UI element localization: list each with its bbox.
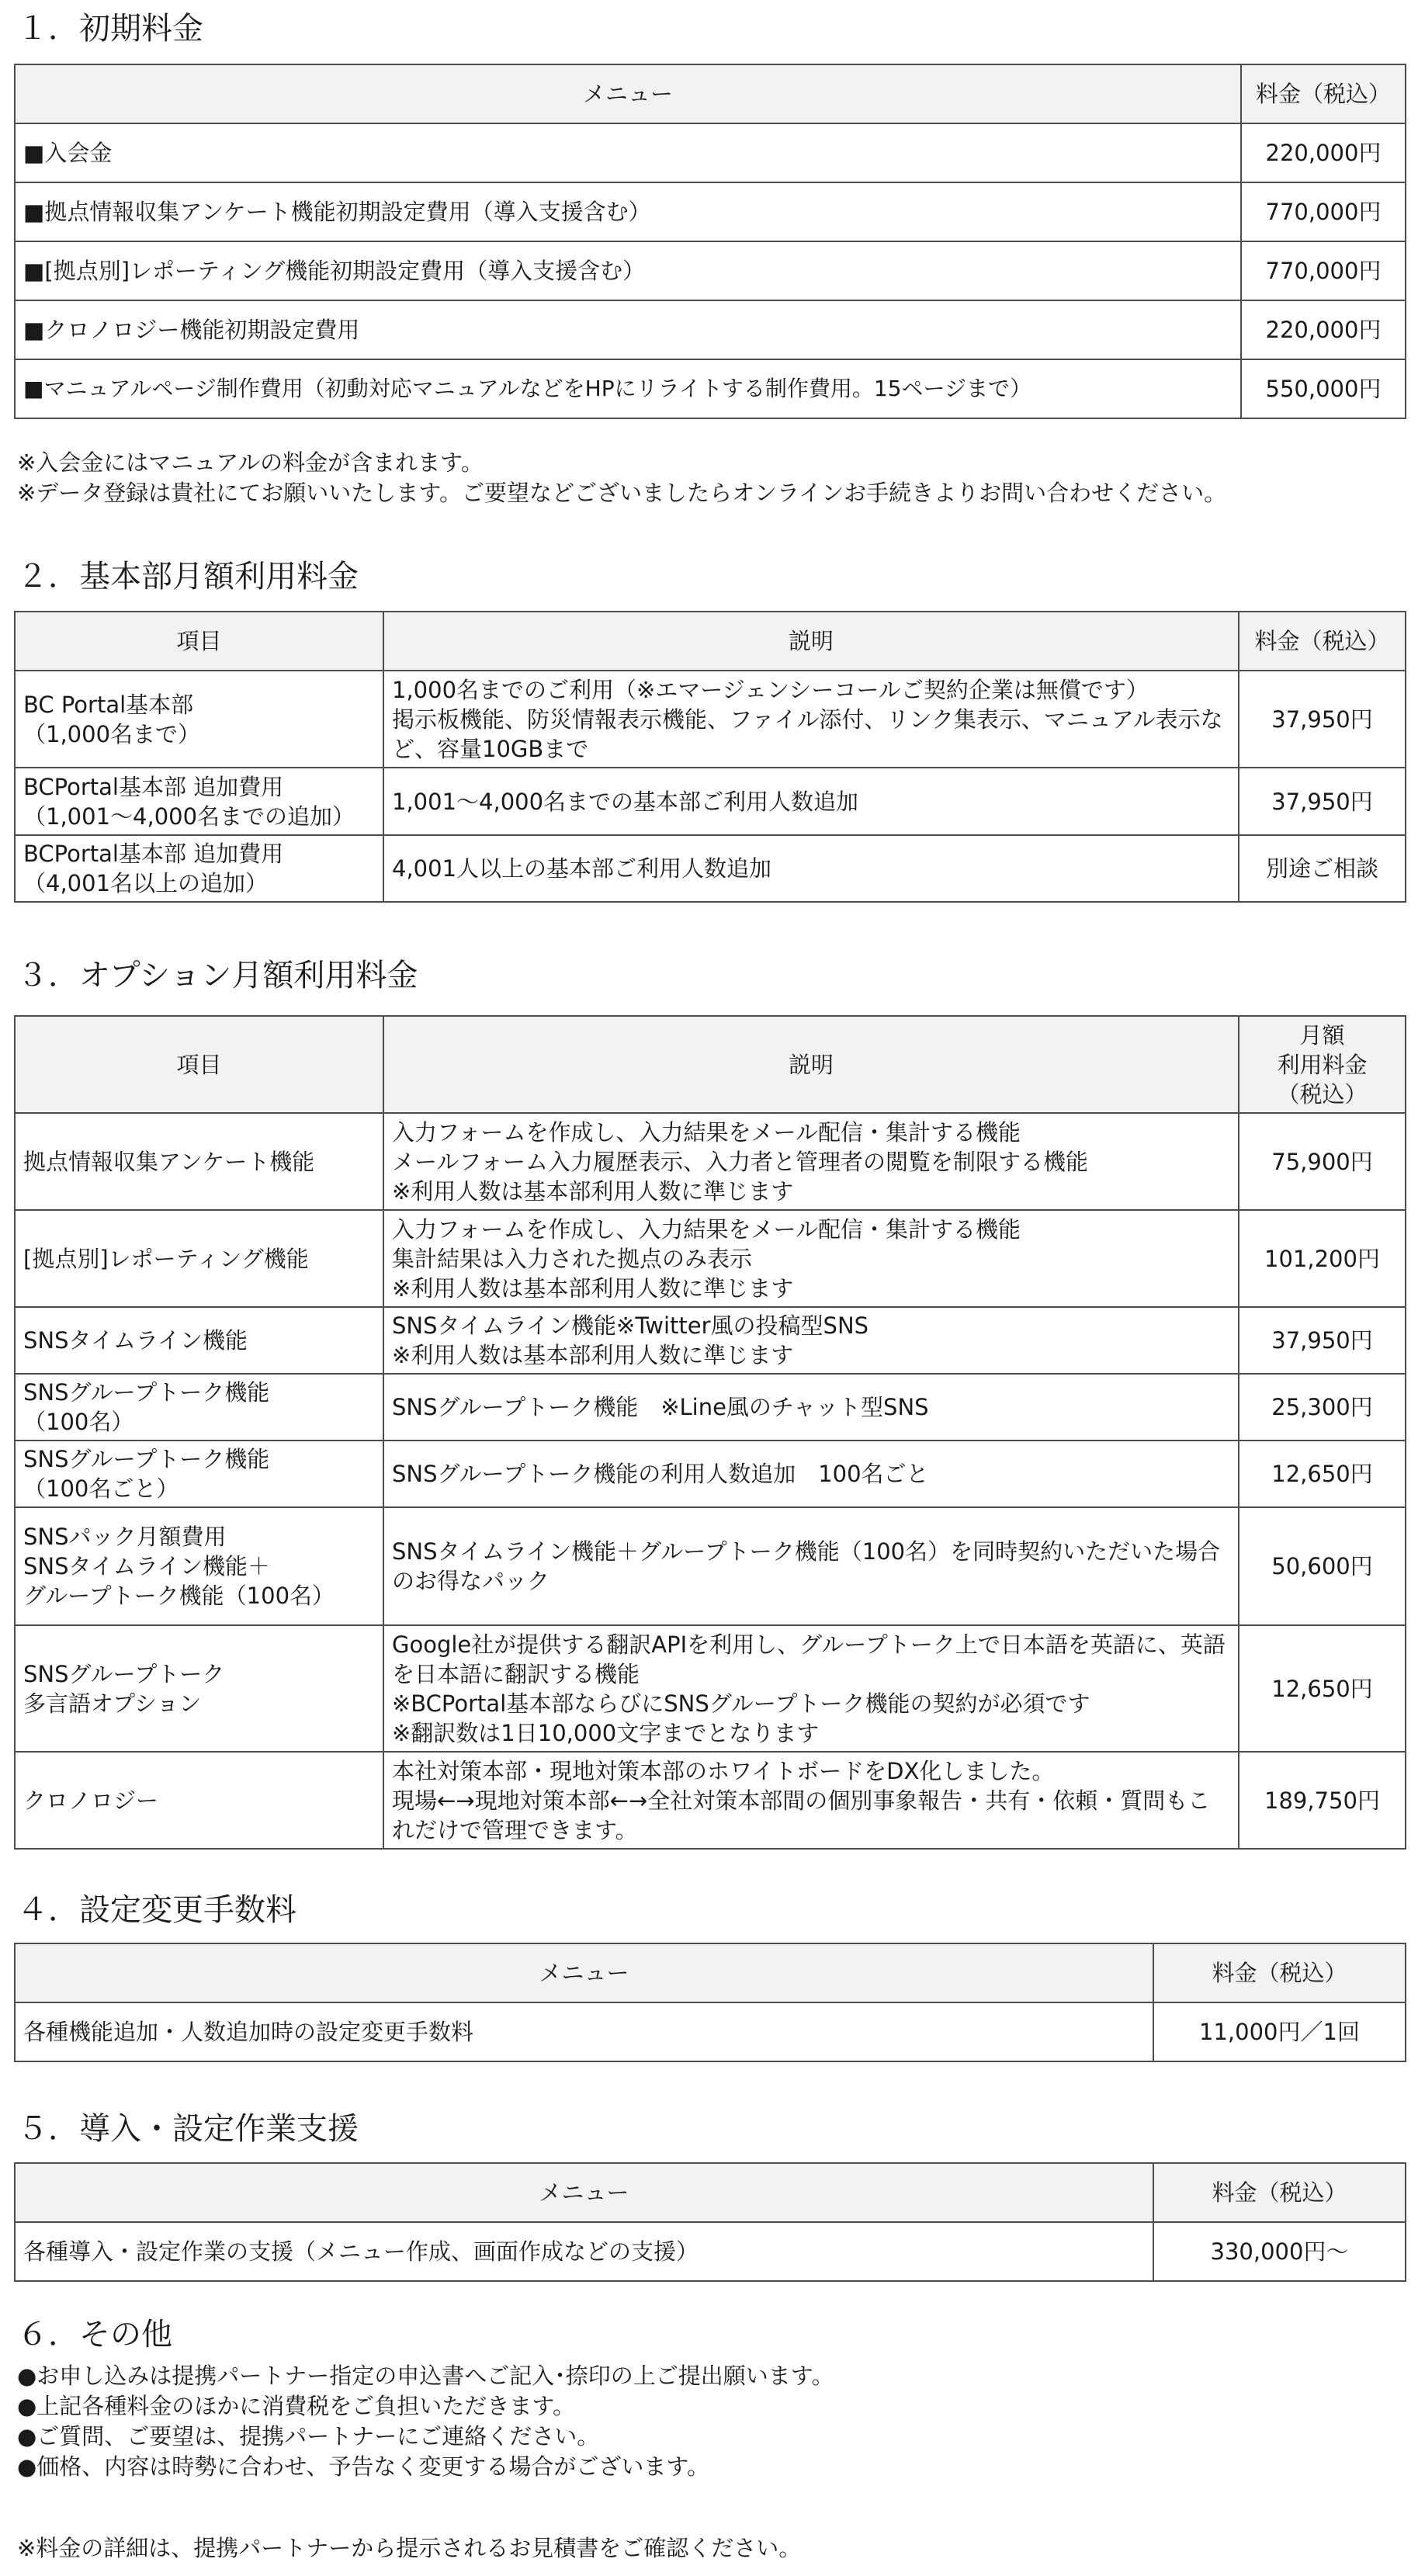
- menu-cell: ■[拠点別]レポーティング機能初期設定費用（導入支援含む）: [15, 241, 1241, 300]
- price-cell: 770,000円: [1241, 182, 1406, 241]
- desc-header: 説明: [383, 1016, 1239, 1113]
- item-cell: SNSグループトーク機能 （100名ごと）: [15, 1441, 383, 1507]
- section-2-title: ２．基本部月額利用料金: [17, 559, 359, 595]
- section-6-title: ６．その他: [17, 2317, 172, 2352]
- price-cell: 220,000円: [1241, 300, 1406, 359]
- setting-change-fee-table: [14, 1943, 1406, 2062]
- table-row: [15, 123, 1406, 182]
- table-row: [15, 241, 1406, 300]
- table-header-row: [15, 2163, 1406, 2222]
- item-cell: BCPortal基本部 追加費用 （1,001～4,000名までの追加）: [15, 768, 383, 835]
- price-cell: 37,950円: [1239, 671, 1406, 768]
- table-row: [15, 835, 1406, 902]
- price-cell: 37,950円: [1239, 768, 1406, 835]
- item-cell: SNSグループトーク機能 （100名）: [15, 1374, 383, 1441]
- menu-cell: 各種機能追加・人数追加時の設定変更手数料: [15, 2002, 1153, 2061]
- section-4-title: ４．設定変更手数料: [17, 1892, 296, 1928]
- price-header: 料金（税込）: [1239, 612, 1406, 671]
- table-row: [15, 1441, 1406, 1507]
- price-cell: 75,900円: [1239, 1113, 1406, 1210]
- item-cell: SNSグループトーク 多言語オプション: [15, 1625, 383, 1752]
- price-cell: 330,000円～: [1153, 2222, 1406, 2281]
- desc-cell: SNSタイムライン機能※Twitter風の投稿型SNS ※利用人数は基本部利用人数に準じます: [383, 1307, 1239, 1374]
- price-cell: 11,000円／1回: [1153, 2002, 1406, 2061]
- table-row: [15, 1113, 1406, 1210]
- item-cell: クロノロジー: [15, 1752, 383, 1849]
- footnote: ※料金の詳細は、提携パートナーから提示されるお見積書をご確認ください。: [17, 2535, 802, 2561]
- section-5-title: ５．導入・設定作業支援: [17, 2111, 359, 2147]
- item-cell: SNSタイムライン機能: [15, 1307, 383, 1374]
- option-fee-table: [14, 1015, 1406, 1850]
- section-6-notes: ●お申し込みは提携パートナー指定の申込書へご記入･捺印の上ご提出願います。 ●上記各種料金のほかに消費税をご負担いただきます。 ●ご質問、ご要望は、提携パートナーにご連絡ください。 ●価格、内容は時勢に合わせ、予告なく変更する場合がございます。: [17, 2363, 834, 2480]
- table-row: [15, 300, 1406, 359]
- menu-header: メニュー: [15, 1943, 1153, 2002]
- table-row: [15, 2222, 1406, 2281]
- desc-cell: 4,001人以上の基本部ご利用人数追加: [383, 835, 1239, 902]
- menu-cell: 各種導入・設定作業の支援（メニュー作成、画面作成などの支援）: [15, 2222, 1153, 2281]
- menu-cell: ■クロノロジー機能初期設定費用: [15, 300, 1241, 359]
- menu-header: メニュー: [15, 2163, 1153, 2222]
- initial-fee-table: [14, 64, 1406, 419]
- menu-cell: ■拠点情報収集アンケート機能初期設定費用（導入支援含む）: [15, 182, 1241, 241]
- support-fee-table: [14, 2162, 1406, 2282]
- price-cell: 220,000円: [1241, 123, 1406, 182]
- item-cell: BCPortal基本部 追加費用 （4,001名以上の追加）: [15, 835, 383, 902]
- section-1-notes: ※入会金にはマニュアルの料金が含まれます。 ※データ登録は貴社にてお願いいたします。ご要望などございましたらオンラインお手続きよりお問い合わせください。: [17, 449, 1227, 506]
- price-cell: 50,600円: [1239, 1507, 1406, 1625]
- desc-header: 説明: [383, 612, 1239, 671]
- price-header: 料金（税込）: [1153, 1943, 1406, 2002]
- price-header: 月額 利用料金 （税込）: [1239, 1016, 1406, 1113]
- price-cell: 別途ご相談: [1239, 835, 1406, 902]
- basic-fee-table: [14, 611, 1406, 903]
- table-row: [15, 768, 1406, 835]
- price-cell: 12,650円: [1239, 1441, 1406, 1507]
- desc-cell: 本社対策本部・現地対策本部のホワイトボードをDX化しました。 現場←→現地対策本部←→全社対策本部間の個別事象報告・共有・依頼・質問もこれだけで管理できます。: [383, 1752, 1239, 1849]
- price-cell: 101,200円: [1239, 1210, 1406, 1307]
- price-cell: 189,750円: [1239, 1752, 1406, 1849]
- table-row: [15, 1507, 1406, 1625]
- price-cell: 550,000円: [1241, 359, 1406, 418]
- table-row: [15, 182, 1406, 241]
- table-row: [15, 671, 1406, 768]
- table-row: [15, 1625, 1406, 1752]
- item-cell: SNSパック月額費用 SNSタイムライン機能＋ グループトーク機能（100名）: [15, 1507, 383, 1625]
- price-cell: 770,000円: [1241, 241, 1406, 300]
- table-header-row: [15, 1016, 1406, 1113]
- table-row: [15, 2002, 1406, 2061]
- table-header-row: [15, 1943, 1406, 2002]
- desc-cell: 入力フォームを作成し、入力結果をメール配信・集計する機能 メールフォーム入力履歴表示、入力者と管理者の閲覧を制限する機能 ※利用人数は基本部利用人数に準じます: [383, 1113, 1239, 1210]
- desc-cell: SNSグループトーク機能の利用人数追加 100名ごと: [383, 1441, 1239, 1507]
- table-row: [15, 1210, 1406, 1307]
- menu-cell: ■マニュアルページ制作費用（初動対応マニュアルなどをHPにリライトする制作費用。15ページまで）: [15, 359, 1241, 418]
- item-header: 項目: [15, 612, 383, 671]
- desc-cell: 1,001～4,000名までの基本部ご利用人数追加: [383, 768, 1239, 835]
- section-1-title: １．初期料金: [17, 11, 203, 47]
- price-header: 料金（税込）: [1241, 64, 1406, 123]
- item-cell: BC Portal基本部 （1,000名まで）: [15, 671, 383, 768]
- price-cell: 12,650円: [1239, 1625, 1406, 1752]
- item-header: 項目: [15, 1016, 383, 1113]
- price-cell: 25,300円: [1239, 1374, 1406, 1441]
- table-header-row: [15, 612, 1406, 671]
- desc-cell: SNSグループトーク機能 ※Line風のチャット型SNS: [383, 1374, 1239, 1441]
- desc-cell: 1,000名までのご利用（※エマージェンシーコールご契約企業は無償です） 掲示板機能、防災情報表示機能、ファイル添付、リンク集表示、マニュアル表示など、容量10GBまで: [383, 671, 1239, 768]
- item-cell: 拠点情報収集アンケート機能: [15, 1113, 383, 1210]
- price-header: 料金（税込）: [1153, 2163, 1406, 2222]
- desc-cell: SNSタイムライン機能＋グループトーク機能（100名）を同時契約いただいた場合のお得なパック: [383, 1507, 1239, 1625]
- menu-header: メニュー: [15, 64, 1241, 123]
- table-row: [15, 359, 1406, 418]
- desc-cell: 入力フォームを作成し、入力結果をメール配信・集計する機能 集計結果は入力された拠点のみ表示 ※利用人数は基本部利用人数に準じます: [383, 1210, 1239, 1307]
- section-3-title: ３．オプション月額利用料金: [17, 958, 418, 993]
- desc-cell: Google社が提供する翻訳APIを利用し、グループトーク上で日本語を英語に、英語を日本語に翻訳する機能 ※BCPortal基本部ならびにSNSグループトーク機能の契約が必須です ※翻訳数は1日10,000文字までとなります: [383, 1625, 1239, 1752]
- menu-cell: ■入会金: [15, 123, 1241, 182]
- table-header-row: [15, 64, 1406, 123]
- price-cell: 37,950円: [1239, 1307, 1406, 1374]
- table-row: [15, 1752, 1406, 1849]
- item-cell: [拠点別]レポーティング機能: [15, 1210, 383, 1307]
- table-row: [15, 1307, 1406, 1374]
- table-row: [15, 1374, 1406, 1441]
